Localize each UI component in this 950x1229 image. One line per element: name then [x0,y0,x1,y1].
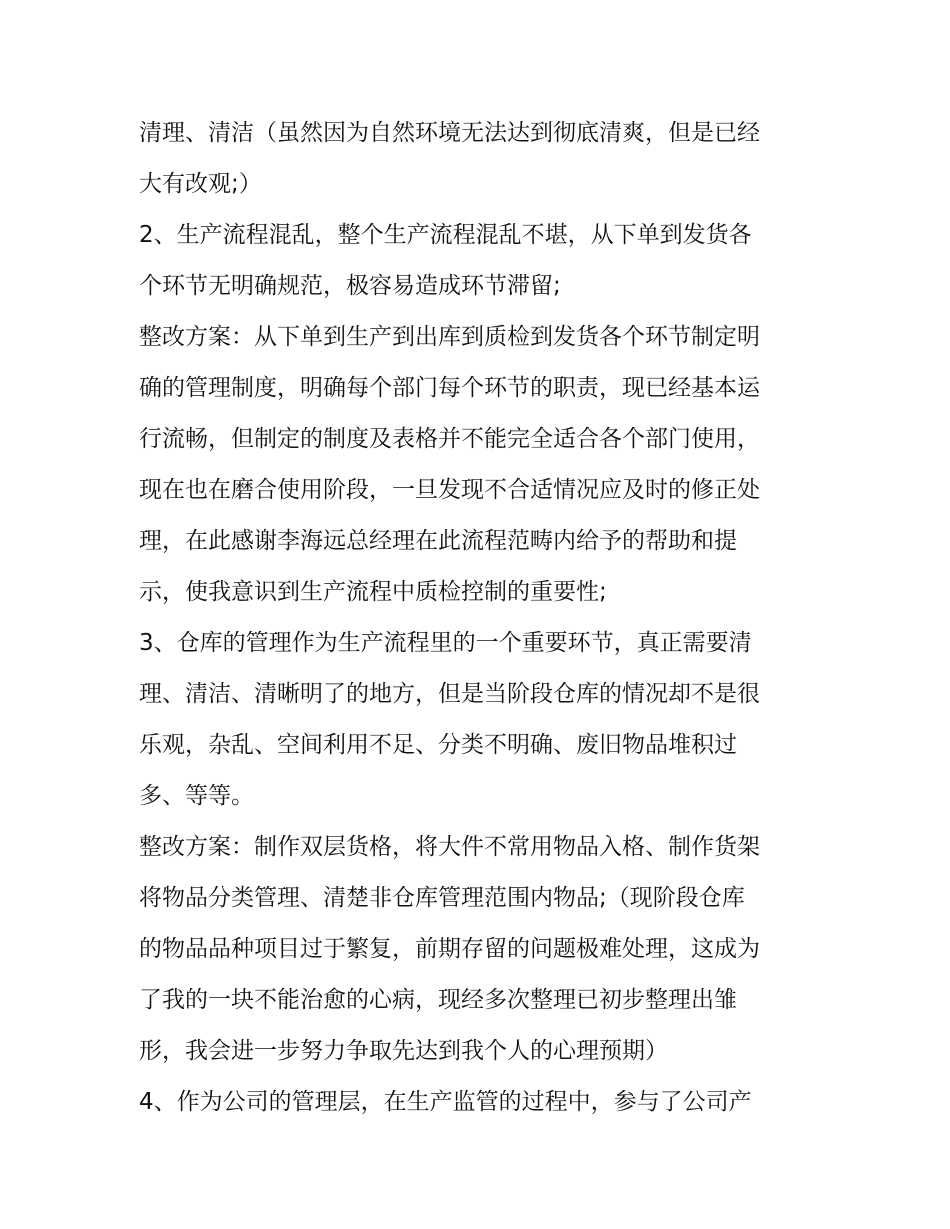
text-line: 确的管理制度，明确每个部门每个环节的职责，现已经基本运 [139,375,760,401]
text-line: 个环节无明确规范，极容易造成环节滞留; [139,273,561,299]
text-line: 清理、清洁（虽然因为自然环境无法达到彻底清爽，但是已经 [139,120,760,146]
text-line: 现在也在磨合使用阶段，一旦发现不合适情况应及时的修正处 [139,477,760,503]
text-line: 2、生产流程混乱，整个生产流程混乱不堪，从下单到发货各 [139,222,752,248]
text-line: 将物品分类管理、清楚非仓库管理范围内物品;（现阶段仓库 [139,885,745,911]
text-line: 整改方案：从下单到生产到出库到质检到发货各个环节制定明 [139,324,760,350]
text-line: 多、等等。 [139,783,254,809]
text-line: 乐观，杂乱、空间利用不足、分类不明确、废旧物品堆积过 [139,732,737,758]
text-line: 4、作为公司的管理层，在生产监管的过程中，参与了公司产 [139,1089,752,1115]
text-line: 理、清洁、清晰明了的地方，但是当阶段仓库的情况却不是很 [139,681,760,707]
text-line: 形，我会进一步努力争取先达到我个人的心理预期） [139,1038,668,1064]
text-line: 整改方案：制作双层货格，将大件不常用物品入格、制作货架 [139,834,760,860]
document-body [139,108,819,1128]
text-line: 了我的一块不能治愈的心病，现经多次整理已初步整理出雏 [139,987,737,1013]
text-line: 的物品品种项目过于繁复，前期存留的问题极难处理，这成为 [139,936,760,962]
text-line: 理，在此感谢李海远总经理在此流程范畴内给予的帮助和提 [139,528,737,554]
text-line: 3、仓库的管理作为生产流程里的一个重要环节，真正需要清 [139,630,752,656]
text-line: 大有改观;） [139,171,262,197]
text-line: 行流畅，但制定的制度及表格并不能完全适合各个部门使用， [139,426,760,452]
text-line: 示，使我意识到生产流程中质检控制的重要性; [139,579,607,605]
